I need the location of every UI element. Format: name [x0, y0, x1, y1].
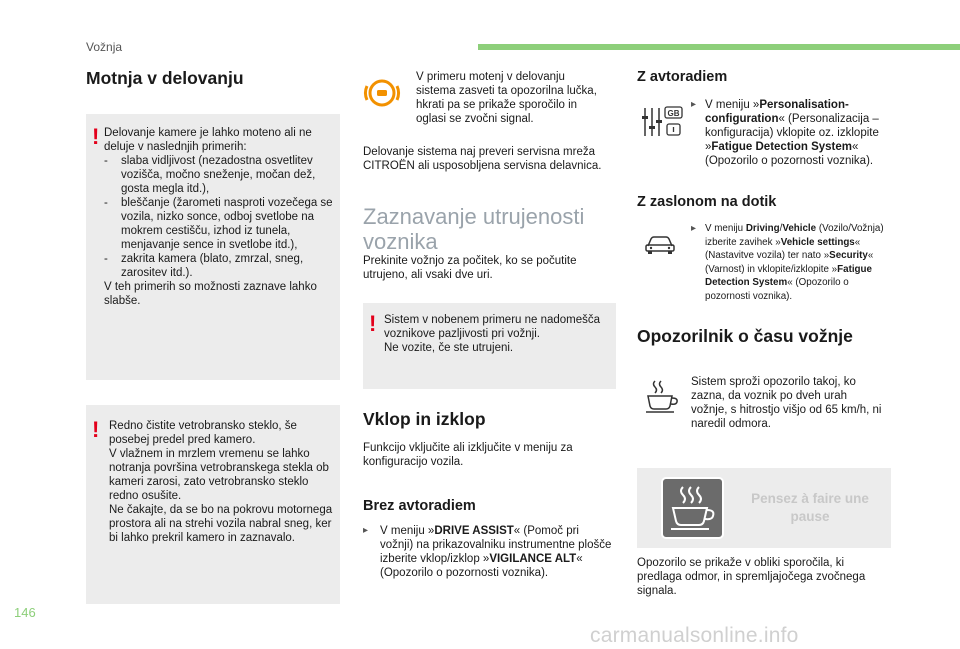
- coffee-cup-icon: [644, 378, 682, 414]
- section-title-malfunction: Motnja v delovanju: [86, 68, 244, 88]
- warning-content: [109, 419, 337, 545]
- warning-box-attention: [363, 303, 616, 389]
- warning-icon: !: [92, 417, 100, 442]
- no-radio-instruction: ▸ V meniju »DRIVE ASSIST« (Pomoč pri vožnji) na prikazovalniku instrumentne plošče izberite vklop/izklop »VIGILANCE ALT« (Opozorilo o pozornosti voznika).: [363, 525, 612, 579]
- paragraph: V vlažnem in mrzlem vremenu se lahko notranja površina vetrobranskega stekla ob kameri zarosi, zato vetrobransko steklo redno osušite.: [109, 448, 329, 502]
- arrow-icon: ▸: [691, 99, 697, 110]
- radio-instruction: ▸ V meniju »Personalisation-configuration« (Personalizacija – konfiguracija) vklopite oz. izklopite »Fatigue Detection System« (Opozorilo o pozornosti voznika).: [691, 99, 879, 167]
- page-number: 146: [14, 605, 36, 620]
- section-title-driving-time: Opozorilnik o času vožnje: [637, 326, 853, 346]
- warning-box-camera: [86, 114, 340, 380]
- subtitle-no-radio: Brez avtoradiem: [363, 498, 476, 514]
- fatigue-warning-lamp-icon: [362, 73, 402, 113]
- section-title-onoff: Vklop in izklop: [363, 409, 486, 429]
- section-title-fatigue: Zaznavanje utrujenosti voznika: [363, 204, 585, 254]
- fatigue-text: Prekinite vožnjo za počitek, ko se počutite utrujeno, ali vsaki dve uri.: [363, 255, 577, 281]
- onoff-text: Funkcijo vključite ali izključite v meniju za konfiguracijo vozila.: [363, 442, 573, 468]
- display-coffee-icon: [661, 477, 724, 539]
- paragraph: Sistem v nobenem primeru ne nadomešča voznikove pazljivosti pri vožnji.: [384, 314, 601, 340]
- list-item: - zakrita kamera (blato, zmrzal, sneg, zarositev itd.).: [104, 253, 304, 279]
- section-label: Vožnja: [86, 40, 123, 54]
- display-message-description: Opozorilo se prikaže v obliki sporočila, ki predlaga odmor, in spremljajočega zvočnega signala.: [637, 557, 866, 597]
- warning-intro: Delovanje kamere je lahko moteno ali ne deluje v naslednjih primerih:: [104, 127, 312, 153]
- header-accent-bar: [478, 44, 960, 50]
- paragraph: Ne čakajte, da se bo na pokrovu motornega prostora ali na strehi vozila nabral sneg, ker bi lahko prekril kamero in zaznavalo.: [109, 504, 333, 544]
- watermark: carmanualsonline.info: [590, 624, 799, 647]
- warning-outro: V teh primerih so možnosti zaznave lahko slabše.: [104, 281, 317, 307]
- lamp-description: V primeru motenj v delovanju sistema zasveti ta opozorilna lučka, hkrati pa se prikaže sporočilo in oglasi se zvočni signal.: [416, 71, 597, 125]
- warning-icon: !: [369, 311, 377, 336]
- gb-label: GB: [667, 109, 680, 118]
- service-text: Delovanje sistema naj preveri servisna mreža CITROËN ali usposobljena servisna delavnica.: [363, 146, 602, 172]
- paragraph: Redno čistite vetrobransko steklo, še posebej predel pred kamero.: [109, 420, 297, 446]
- display-message-text: Pensez à faire une pause: [751, 491, 869, 524]
- warning-icon: !: [92, 124, 100, 149]
- display-message-panel: [637, 468, 891, 548]
- subtitle-touchscreen: Z zaslonom na dotik: [637, 194, 777, 210]
- arrow-icon: ▸: [363, 525, 369, 536]
- warning-content: [104, 126, 336, 308]
- arrow-icon: ▸: [691, 223, 697, 234]
- list-item: - bleščanje (žarometi nasproti vozečega se vozila, nizko sonce, odboj svetlobe na mokrem cestišču, izhod iz tunela, menjavanje sence in svetlobe itd.),: [104, 197, 333, 251]
- driving-time-text: Sistem sproži opozorilo takoj, ko zazna, da voznik po dveh urah vožnje, s hitrostjo višjo od 65 km/h, ni naredil odmora.: [691, 376, 882, 430]
- subtitle-with-radio: Z avtoradiem: [637, 69, 728, 85]
- warning-content: [384, 313, 612, 355]
- paragraph: Ne vozite, če ste utrujeni.: [384, 342, 514, 354]
- car-icon: [644, 232, 676, 256]
- list-item: - slaba vidljivost (nezadostna osvetlitev vozišča, močno sneženje, močan dež, gosta megla itd.),: [104, 155, 316, 195]
- warning-box-cleaning: [86, 405, 340, 604]
- touchscreen-instruction: ▸ V meniju Driving/Vehicle (Vozilo/Vožnja) izberite zavihek »Vehicle settings« (Nastavitve vozila) ter nato »Security« (Varnost) in vklopite/izklopite »Fatigue Detection System« (Opozorilo o pozornosti voznika).: [691, 223, 884, 302]
- settings-sliders-icon: [640, 104, 684, 140]
